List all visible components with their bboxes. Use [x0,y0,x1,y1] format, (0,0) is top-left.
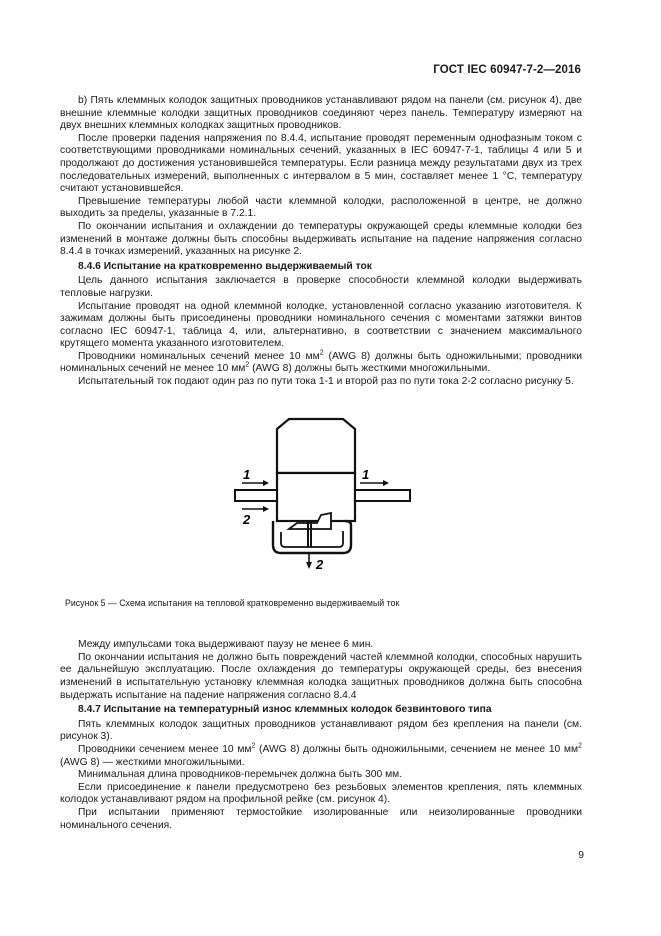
page-number: 9 [578,850,584,861]
superscript: 2 [578,742,583,750]
section-heading-8-4-7: 8.4.7 Испытание на температурный износ клеммных колодок безвинтового типа [78,704,492,716]
housing-top [277,419,355,473]
paragraph: b) Пять клеммных колодок защитных проводников устанавливают рядом на панели (см. рисунок 4), две внешние клеммные колодки защитных проводников соединяют через панель. Температуру измеряют на двух внешних клеммных колодках защитных проводников. [60,95,582,132]
arrow-head [263,480,269,486]
text-span: (AWG 8) должны быть одножильными, сечением не менее 10 мм [255,744,579,755]
arrow-head [306,562,312,569]
text-span: (AWG 8) должны быть жесткими многожильными. [249,363,491,375]
figure-5 [60,407,582,589]
document-header: ГОСТ IEC 60947-7-2—2016 [433,64,581,76]
paragraph: Между импульсами тока выдерживают паузу не менее 6 мин. [78,639,374,651]
paragraph: По окончании испытания не должно быть повреждений частей клеммной колодки, способных нарушить ее дальнейшую эксплуатацию. После охлаждения до температуры окружающей среды, без внесения изменений в испытательную установку клеммная колодка защитных проводников должна быть способна выдержать испытание на падение напряжения согласно 8.4.4 [60,651,582,701]
conductor-left [235,490,277,501]
paragraph: Испытание проводят на одной клеммной колодке, установленной согласно указанию изготовителя. К зажимам должны быть присоединены проводники номинального сечения с моментами затяжки винтов согласно IEC 60947-1, таблица 4, или, альтернативно, в соответствии с значением максимального крутящего момента указанного изготовителем. [60,300,582,350]
text-span: Проводники сечением менее 10 мм [78,744,252,755]
superscript: 2 [319,349,324,357]
text-span: (AWG 8) — жесткими многожильными. [60,756,245,768]
paragraph: Пять клеммных колодок защитных проводников устанавливают рядом без крепления на панели (см. рисунок 3). [60,718,582,743]
conductor-right [355,490,410,501]
text-span: Проводники номинальных сечений менее 10 мм [78,350,320,362]
paragraph: Если присоединение к панели предусмотрено без резьбовых элементов крепления, пять клеммных колодок устанавливают рядом на профильной рейке (см. рисунок 4). [60,781,582,806]
paragraph: При испытании применяют термостойкие изолированные или неизолированные проводники номинального сечения. [60,806,582,831]
paragraph-conductors [60,351,582,376]
superscript: 2 [245,362,250,370]
text-span: (AWG 8) должны быть одножильными; проводники номинальных сечений не менее 10 мм [60,350,582,375]
label-path-1-left: 1 [243,466,251,482]
paragraph: Испытательный ток подают один раз по пути тока 1-1 и второй раз по пути тока 2-2 согласно рисунку 5. [78,376,574,388]
paragraph: Превышение температуры любой части клеммной колодки, расположенной в центре, не должно выходить за пределы, указанные в 7.2.1. [60,195,582,220]
label-path-2-bottom: 2 [316,556,324,572]
label-path-2-left: 2 [243,511,251,527]
paragraph: Цель данного испытания заключается в проверке способности клеммной колодки выдерживать тепловые нагрузки. [60,275,582,299]
paragraph: После проверки падения напряжения по 8.4.4, испытание проводят переменным однофазным током с соответствующими проводниками номинальных сечений, указанных в IEC 60947-7-1, таблицы 4 или 5 и продолжают до достижения установившейся температуры. Если разница между результатами двух из трех последовательных измерений, выполненных с интервалом в 5 мин, составляет менее 1 °С, температуру считают установившейся. [60,132,582,195]
housing-body [277,473,355,521]
label-path-1-right: 1 [362,466,370,482]
document-body [60,95,582,832]
figure-caption: Рисунок 5 — Схема испытания на тепловой кратковременно выдерживаемый ток [65,597,400,608]
section-heading-8-4-6: 8.4.6 Испытание на кратковременно выдерживаемый ток [78,260,372,272]
paragraph: По окончании испытания и охлаждении до температуры окружающей среды клеммные колодки без изменений в монтаже должны быть способны выдерживать испытание на падение напряжения согласно 8.4.4 в точках измерений, указанных на рисунке 2. [60,220,582,258]
paragraph: Минимальная длина проводников-перемычек должна быть 300 мм. [78,769,403,781]
paragraph-conductors [60,744,582,769]
terminal-block-diagram [225,407,425,572]
arrow-head [263,506,269,512]
arrow-head [383,480,389,486]
superscript: 2 [251,742,256,750]
